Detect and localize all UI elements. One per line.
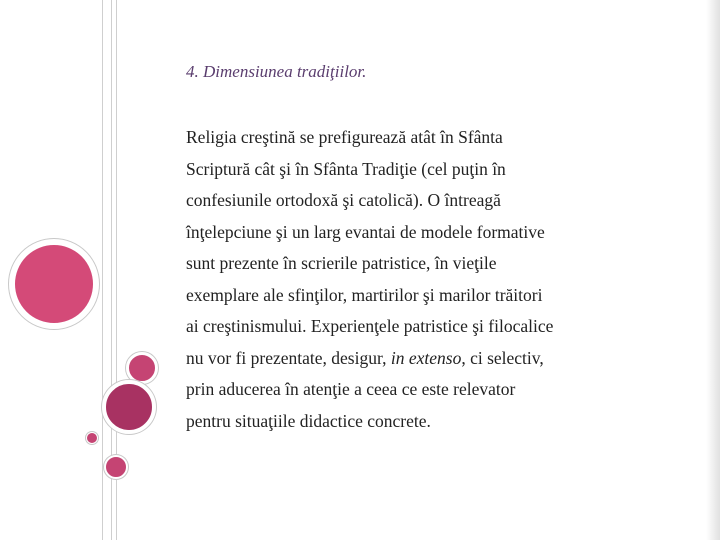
- italic-term: in extenso: [390, 347, 462, 368]
- decorative-line: [102, 0, 103, 540]
- text-line: Scriptură cât şi în Sfânta Tradiţie (cel puţin în: [186, 158, 506, 179]
- text-line: pentru situaţiile didactice concrete.: [186, 410, 431, 431]
- text-line: [186, 343, 686, 375]
- text-line: prin aducerea în atenţie a ceea ce este relevator: [186, 379, 516, 399]
- text-segment: , ci selectiv,: [461, 347, 544, 368]
- slide-heading: 4. Dimensiunea tradiţiilor.: [186, 62, 367, 81]
- text-line: sunt prezente în scrierile patristice, în vieţile: [186, 253, 497, 273]
- text-line: ai creştinismului. Experienţele patristice şi filocalice: [186, 316, 554, 336]
- decorative-circle-small: [104, 455, 128, 479]
- decorative-circle-medium: [102, 380, 156, 434]
- text-line: Religia creştină se prefigurează atât în Sfânta: [186, 127, 503, 147]
- decorative-circle-large: [9, 239, 99, 329]
- body-paragraph: [186, 122, 686, 437]
- slide-edge-shadow: [706, 0, 720, 540]
- text-segment: nu vor fi prezentate, desigur,: [186, 347, 391, 368]
- text-line: confesiunile ortodoxă şi catolică). O întreagă: [186, 190, 501, 210]
- slide-content: [186, 58, 686, 437]
- text-line: exemplare ale sfinţilor, martirilor şi marilor trăitori: [186, 284, 543, 305]
- decorative-circle-tiny: [86, 432, 98, 444]
- text-line: înţelepciune şi un larg evantai de modele formative: [186, 221, 545, 242]
